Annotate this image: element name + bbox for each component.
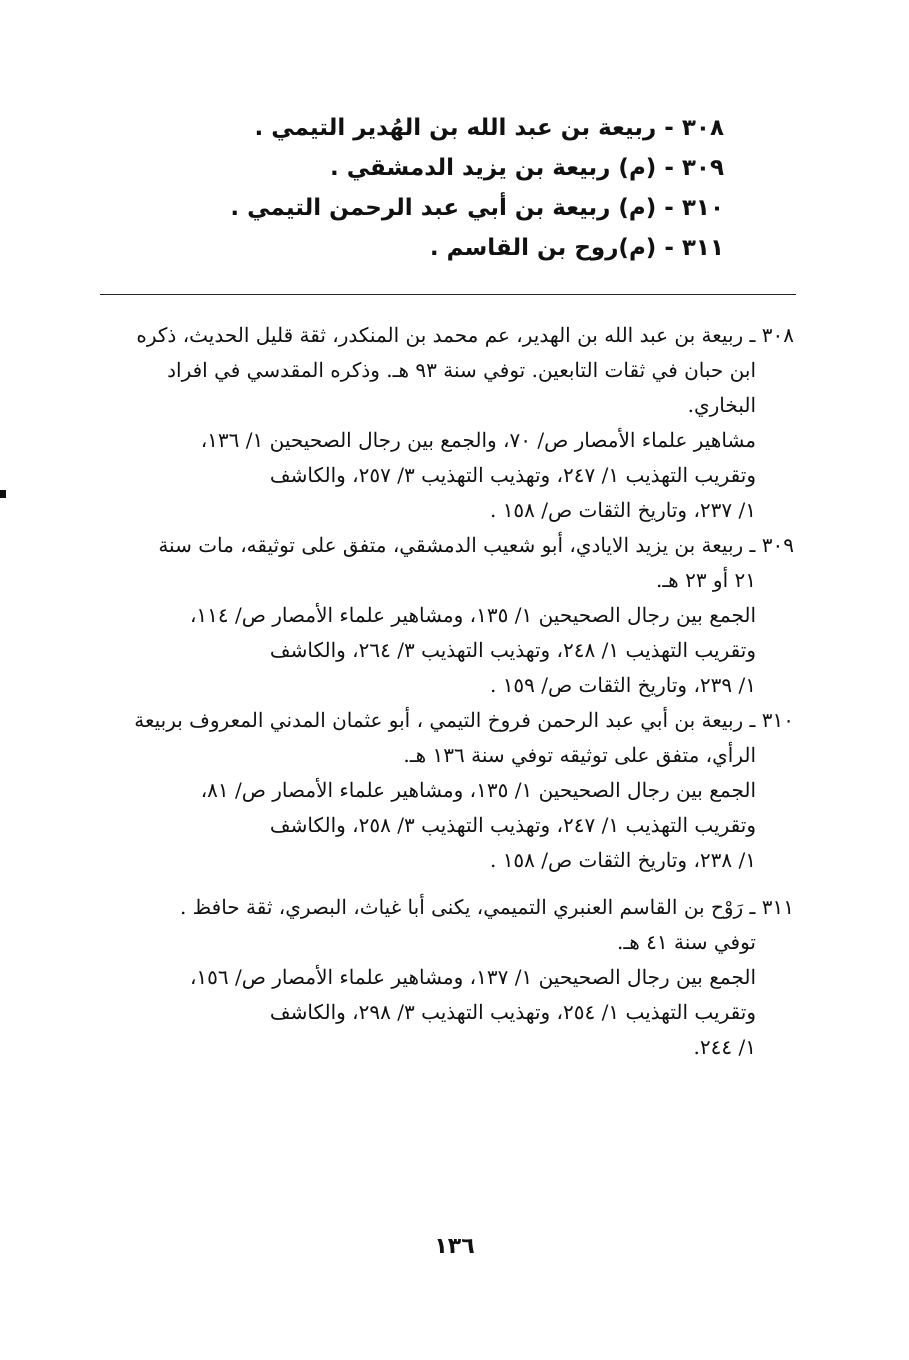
heading-309: ٣٠٩ - (م) ربيعة بن يزيد الدمشقي . xyxy=(329,155,724,181)
reference-line: وتقريب التهذيب ١/ ٢٥٤، وتهذيب التهذيب ٣/ ٢٩٨، والكاشف xyxy=(269,1000,756,1024)
bio-line: ٢١ أو ٢٣ هـ. xyxy=(655,568,756,592)
bio-line: البخاري. xyxy=(687,393,756,417)
footnote-311 xyxy=(94,890,794,1065)
heading-308: ٣٠٨ - ربيعة بن عبد الله بن الهُدير التيمي . xyxy=(254,115,724,141)
footnote-308 xyxy=(94,318,794,528)
reference-line: وتقريب التهذيب ١/ ٢٤٨، وتهذيب التهذيب ٣/ ٢٦٤، والكاشف xyxy=(269,638,756,662)
reference-line: ١/ ٢٣٧، وتاريخ الثقات ص/ ١٥٨ . xyxy=(489,498,756,522)
margin-speck xyxy=(0,490,6,498)
spacer xyxy=(94,878,794,890)
reference-line: ١/ ٢٣٨، وتاريخ الثقات ص/ ١٥٨ . xyxy=(489,848,756,872)
bio-line: ٣١١ ـ رَوْح بن القاسم العنبري التميمي، يكنى أبا غياث، البصري، ثقة حافظ . xyxy=(179,895,794,919)
reference-line: ١/ ٢٤٤. xyxy=(693,1035,756,1059)
bio-line: الرأي، متفق على توثيقه توفي سنة ١٣٦ هـ. xyxy=(403,743,756,767)
footnote-310 xyxy=(94,703,794,878)
bio-line: ٣٠٨ ـ ربيعة بن عبد الله بن الهدير، عم محمد بن المنكدر، ثقة قليل الحديث، ذكره xyxy=(136,323,794,347)
reference-line: الجمع بين رجال الصحيحين ١/ ١٣٥، ومشاهير علماء الأمصار ص/ ٨١، xyxy=(200,778,756,802)
bio-line: ٣٠٩ ـ ربيعة بن يزيد الايادي، أبو شعيب الدمشقي، متفق على توثيقه، مات سنة xyxy=(158,533,794,557)
reference-line: مشاهير علماء الأمصار ص/ ٧٠، والجمع بين رجال الصحيحين ١/ ١٣٦، xyxy=(200,428,756,452)
footnote-309 xyxy=(94,528,794,703)
footnotes xyxy=(94,318,794,1065)
reference-line: الجمع بين رجال الصحيحين ١/ ١٣٥، ومشاهير علماء الأمصار ص/ ١١٤، xyxy=(189,603,756,627)
heading-310: ٣١٠ - (م) ربيعة بن أبي عبد الرحمن التيمي . xyxy=(230,195,724,221)
bio-line: توفي سنة ٤١ هـ. xyxy=(617,930,756,954)
reference-line: ١/ ٢٣٩، وتاريخ الثقات ص/ ١٥٩ . xyxy=(489,673,756,697)
reference-line: الجمع بين رجال الصحيحين ١/ ١٣٧، ومشاهير علماء الأمصار ص/ ١٥٦، xyxy=(189,965,756,989)
footnote-divider xyxy=(100,294,796,295)
heading-311: ٣١١ - (م)روح بن القاسم . xyxy=(429,235,724,261)
bio-line: ٣١٠ ـ ربيعة بن أبي عبد الرحمن فروخ التيمي ، أبو عثمان المدني المعروف بربيعة xyxy=(134,708,794,732)
bio-line: ابن حبان في ثقات التابعين. توفي سنة ٩٣ هـ. وذكره المقدسي في افراد xyxy=(167,358,756,382)
reference-line: وتقريب التهذيب ١/ ٢٤٧، وتهذيب التهذيب ٣/ ٢٥٧، والكاشف xyxy=(269,463,756,487)
reference-line: وتقريب التهذيب ١/ ٢٤٧، وتهذيب التهذيب ٣/ ٢٥٨، والكاشف xyxy=(269,813,756,837)
page-number: ١٣٦ xyxy=(434,1234,475,1259)
entry-headings xyxy=(124,108,724,268)
